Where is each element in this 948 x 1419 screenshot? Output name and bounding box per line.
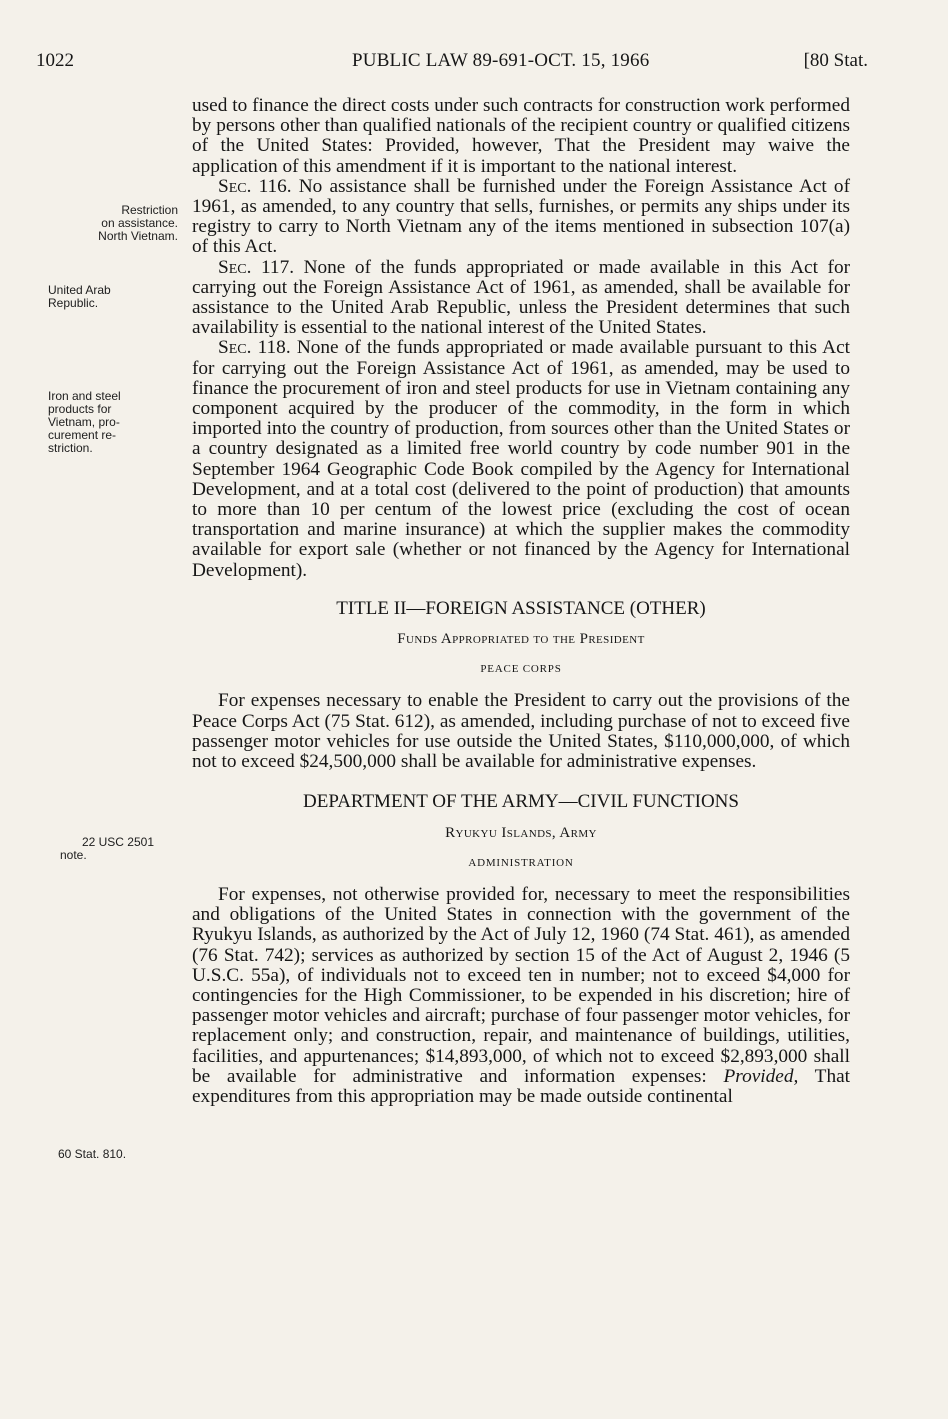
section-116-text: No assistance shall be furnished under the Foreign Assistance Act of 1961, as amended, to any country that sells, furnishes, or permits any ships under its registry to carry to North Vietnam any of the items mentioned in subsection 107(a) of this Act. [192,175,850,258]
administration-paragraph [192,885,850,1107]
section-117 [192,258,850,339]
section-118-label: Sec. 118. [218,337,291,359]
administration-text-end: That expenditures from this appropriation may be made outside continental [192,1065,850,1107]
body-text [192,96,850,1107]
page-header [36,50,868,78]
section-116-label: Sec. 116. [218,175,292,197]
section-117-label: Sec. 117. [218,256,295,278]
volume-citation: [80 Stat. [803,50,868,71]
section-116 [192,177,850,258]
funds-heading: Funds Appropriated to the President [397,631,645,648]
continued-paragraph: used to finance the direct costs under such contracts for construction work performed by persons other than qualified nationals of the recipient country or qualified citizens of the United States: Provided, however, That the President may waive the application of this amendment if it is important to the national interest. [192,95,850,177]
margin-note-united-arab-republic: United Arab Republic. [48,283,111,310]
margin-note-usc: 22 USC 2501 note. [60,835,154,862]
section-118 [192,338,850,580]
margin-note-stat: 60 Stat. 810. [58,1147,127,1161]
administration-heading: ADMINISTRATION [468,856,574,869]
section-118-text: None of the funds appropriated or made available pursuant to this Act for carrying out the Foreign Assistance Act of 1961, as amended, may be used to finance the procurement of iron and steel products for use in Vietnam containing any component acquired by the producer of the commodity, in the form in which imported into the country of production, from sources other than the United States or a country designated as a limited free world country by code number 901 in the September 1964 Geographic Code Book compiled by the Agency for International Development, and at a total cost (delivered to the point of production) that amounts to more than 10 per centum of the lowest price (excluding the cost of ocean transportation and marine insurance) at which the supplier makes the commodity available for export sale (whether or not financed by the Agency for International Development). [192,337,851,581]
department-heading: DEPARTMENT OF THE ARMY—CIVIL FUNCTIONS [303,791,739,813]
ryukyu-heading: Ryukyu Islands, Army [445,824,597,841]
section-117-text: None of the funds appropriated or made available in this Act for carrying out the Foreign Assistance Act of 1961, as amended, shall be available for assistance to the United Arab Republic, unless the President determines that such availability is essential to the national interest of the United States. [192,256,851,339]
running-title: PUBLIC LAW 89-691-OCT. 15, 1966 [352,50,650,71]
peace-corps-paragraph: For expenses necessary to enable the President to carry out the provisions of the Peace Corps Act (75 Stat. 612), as amended, including purchase of not to exceed five passenger motor vehicles for use outside the United States, $110,000,000, of which not to exceed $24,500,000 shall be available for administrative expenses. [192,690,850,773]
page-number: 1022 [36,50,74,71]
title-ii-heading: TITLE II—FOREIGN ASSISTANCE (OTHER) [336,597,706,619]
margin-note-iron-steel: Iron and steel products for Vietnam, pro- curement re- striction. [48,389,121,455]
provided-italic: Provided, [723,1065,799,1087]
peace-corps-heading: PEACE CORPS [480,663,562,676]
administration-text: For expenses, not otherwise provided for, necessary to meet the responsibilities and obligations of the United States in connection with the government of the Ryukyu Islands, as authorized by the Act of July 12, 1960 (74 Stat. 461), as amended (76 Stat. 742); services as authorized by section 15 of the Act of August 2, 1946 (5 U.S.C. 55a), of individuals not to exceed ten in number; not to exceed $4,000 for contingencies for the High Commissioner, to be expended in his discretion; hire of passenger motor vehicles and aircraft; purchase of four passenger motor vehicles, for replacement only; and construction, repair, and maintenance of buildings, utilities, facilities, and appurtenances; $14,893,000, of which not to exceed $2,893,000 shall be available for administrative and information expenses: [192,883,850,1087]
margin-note-restriction: Restriction on assistance. North Vietnam. [98,203,178,243]
